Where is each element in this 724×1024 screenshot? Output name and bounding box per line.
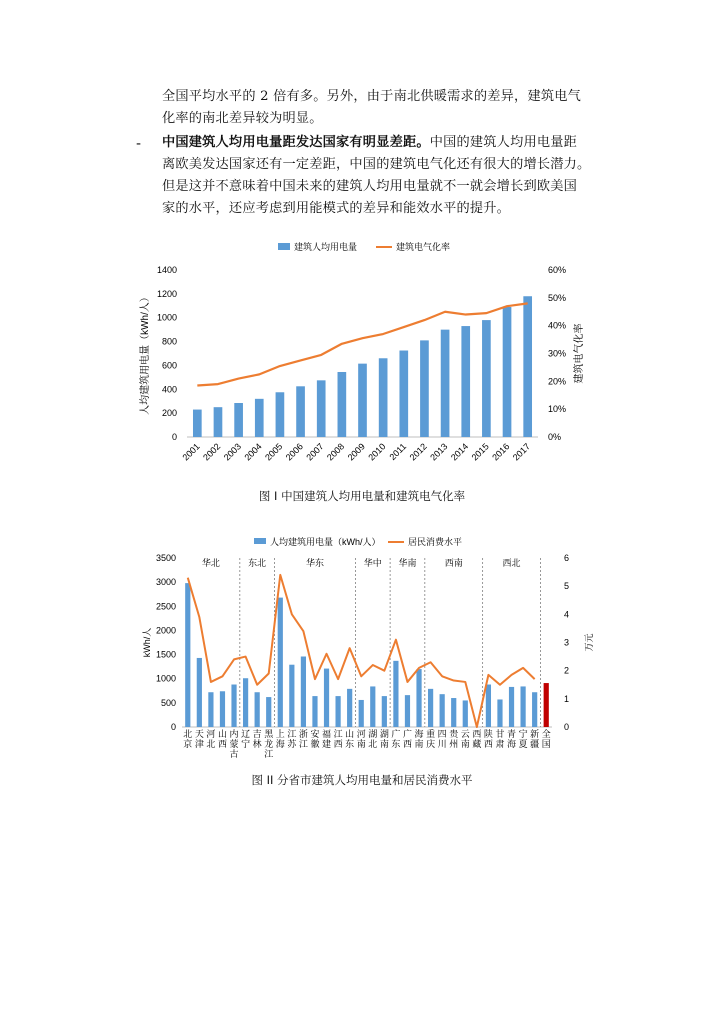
figure1-caption: 图 I 中国建筑人均用电量和建筑电气化率 [258,489,466,503]
x-tick-label: 海南 [414,729,424,749]
bar-2011 [399,351,408,437]
y2-tick-label: 2 [564,665,570,676]
figure2-caption: 图 II 分省市建筑人均用电量和居民消费水平 [251,773,473,787]
x-tick-label: 2010 [366,441,388,463]
y-tick-label: 1000 [156,312,177,323]
y2-tick-label: 50% [548,292,567,303]
bar-2013 [441,330,450,437]
legend-bar-swatch [254,538,266,544]
x-tick-label: 四川 [437,729,447,749]
region-label: 西北 [502,558,521,568]
x-tick-label: 山西 [217,729,227,749]
x-tick-label: 2008 [325,441,347,463]
x-tick-label: 新疆 [530,729,540,749]
bar-2014 [461,326,470,437]
y2-axis-title: 万元 [584,633,594,652]
bar-广东 [393,661,398,727]
x-tick-label: 辽宁 [241,729,251,749]
y2-tick-label: 5 [564,581,570,592]
y-tick-label: 800 [161,336,177,347]
bar-2005 [276,392,285,437]
y2-tick-label: 4 [564,609,570,620]
legend-line-label: 建筑电气化率 [396,242,451,252]
chart2-plot [141,536,594,759]
y-tick-label: 3000 [155,577,176,588]
y-axis-title: kWh/人 [142,627,152,658]
bar-2001 [193,410,202,437]
x-tick-label: 2009 [345,441,367,463]
x-tick-label: 2006 [283,441,305,463]
region-label: 西南 [444,558,463,568]
y2-tick-label: 30% [548,348,567,359]
bar-天津 [197,658,202,727]
bullet-line3: 但是这并不意味着中国未来的建筑人均用电量就不一就会增长到欧美国 [162,179,578,194]
x-tick-label: 西藏 [472,729,482,749]
bar-河南 [359,700,364,727]
x-tick-label: 青海 [507,729,517,749]
bullet-paragraph [162,132,622,220]
x-tick-label: 2012 [407,441,429,463]
para1-line1: 全国平均水平的 2 倍有多。另外，由于南北供暖需求的差异，建筑电气 [162,89,581,104]
bar-青海 [509,687,514,727]
y2-tick-label: 0% [548,432,562,442]
x-tick-label: 云南 [460,729,470,749]
bar-上海 [278,598,283,727]
region-label: 华南 [398,558,417,568]
x-tick-label: 山东 [345,729,355,749]
x-tick-label: 2013 [428,441,450,463]
bar-黑龙江 [266,697,271,727]
y2-tick-label: 3 [564,637,570,648]
x-tick-label: 陕西 [483,729,493,749]
x-tick-label: 浙江 [298,729,308,749]
x-tick-label: 宁夏 [518,729,528,749]
x-tick-label: 2005 [263,441,285,463]
y2-tick-label: 20% [548,376,567,387]
y2-tick-label: 1 [564,693,570,704]
y-axis-title: 人均建筑用电量（kWh/人） [140,292,151,415]
bar-2009 [358,364,367,437]
y2-tick-label: 40% [548,320,567,331]
bar-2017 [523,296,532,437]
bar-2016 [503,307,512,437]
x-tick-label: 河北 [206,729,216,749]
bar-新疆 [532,692,537,727]
chart-electricity-per-capita [120,232,590,482]
y2-tick-label: 60% [548,265,567,275]
bar-湖北 [370,686,375,727]
x-tick-label: 2011 [387,441,409,463]
region-label: 华北 [201,558,220,568]
x-tick-label: 吉林 [252,729,262,749]
chart-provincial-electricity [130,532,600,772]
bar-甘肃 [497,699,502,727]
bar-2008 [338,372,347,437]
x-tick-label: 2007 [304,441,326,463]
bar-辽宁 [243,678,248,727]
y-tick-label: 1200 [156,288,177,299]
bar-湖南 [382,696,387,727]
x-tick-label: 2014 [448,441,471,463]
bar-全国 [544,683,549,727]
legend-line-label: 居民消费水平 [408,537,463,547]
bullet-marker: - [136,136,142,152]
bullet-line1-rest: 中国的建筑人均用电量距 [429,135,578,150]
bar-江西 [335,696,340,727]
legend-bar-label: 人均建筑用电量（kWh/人） [270,537,381,547]
x-tick-label: 2004 [242,441,264,463]
bar-内蒙古 [231,685,236,727]
bar-2007 [317,380,326,437]
bar-海南 [416,669,421,727]
bar-云南 [463,700,468,727]
x-tick-label: 天津 [194,729,204,749]
y2-tick-label: 6 [564,553,570,563]
x-tick-label: 北京 [183,729,193,749]
bar-2002 [214,407,223,437]
bar-宁夏 [520,686,525,727]
bar-2006 [296,386,305,437]
y-tick-label: 1000 [155,673,176,684]
x-tick-label: 重庆 [426,729,436,749]
region-label: 华东 [305,558,324,568]
bar-山东 [347,689,352,727]
legend-bar-swatch [278,243,290,250]
paragraph-1 [162,86,622,130]
bar-贵州 [451,698,456,727]
y2-tick-label: 10% [548,404,567,415]
bar-山西 [220,691,225,727]
x-tick-label: 江苏 [287,729,297,749]
bar-广西 [405,695,410,727]
para1-line2: 化率的南北差异较为明显。 [162,111,323,126]
y2-axis-title: 建筑电气化率 [574,323,585,384]
bullet-bold-lead: 中国建筑人均用电量距发达国家有明显差距。 [162,135,430,150]
y-tick-label: 600 [161,360,177,371]
y-tick-label: 500 [160,697,176,708]
bar-陕西 [486,685,491,727]
x-tick-label: 2003 [221,441,244,463]
x-tick-label: 2002 [201,441,223,463]
bar-2003 [234,403,243,437]
y2-tick-label: 0 [564,722,570,732]
x-tick-label: 安徽 [310,729,320,749]
x-tick-label: 福建 [322,729,332,749]
x-tick-label: 河南 [356,729,366,749]
bar-2015 [482,320,491,437]
bar-2004 [255,399,264,437]
bar-四川 [440,694,445,727]
y-tick-label: 200 [161,408,177,419]
bullet-line2: 离欧美发达国家还有一定差距，中国的建筑电气化还有很大的增长潜力。 [162,157,591,172]
y-tick-label: 3500 [155,553,176,563]
chart1-plot [138,241,585,463]
bar-浙江 [301,657,306,727]
bar-江苏 [289,665,294,727]
x-tick-label: 贵州 [449,729,459,749]
y-tick-label: 1500 [155,649,176,660]
bar-2010 [379,358,388,437]
y-tick-label: 0 [170,722,176,732]
region-label: 华中 [363,558,382,568]
region-label: 东北 [248,558,267,568]
x-tick-label: 上海 [275,729,285,749]
x-tick-label: 2015 [469,441,491,463]
x-tick-label: 内蒙古 [229,729,239,759]
x-tick-label: 2016 [490,441,512,463]
x-tick-label: 湖北 [368,729,378,749]
x-tick-label: 黑龙江 [264,729,274,759]
x-tick-label: 2017 [510,441,533,463]
y-tick-label: 0 [171,432,177,442]
x-tick-label: 湖南 [379,729,389,749]
bar-2012 [420,340,429,437]
x-tick-label: 全国 [541,729,551,749]
x-tick-label: 广西 [402,729,412,749]
y-tick-label: 2500 [155,601,176,612]
bar-重庆 [428,689,433,727]
bar-吉林 [255,692,260,727]
bar-北京 [185,583,190,727]
bar-河北 [208,692,213,727]
bullet-line4: 家的水平，还应考虑到用能模式的差异和能效水平的提升。 [162,201,511,216]
bar-安徽 [312,696,317,727]
x-tick-label: 江西 [333,729,343,749]
y-tick-label: 1400 [156,265,177,275]
x-tick-label: 2001 [180,441,202,463]
x-tick-label: 甘肃 [495,729,505,749]
x-tick-label: 广东 [391,729,401,749]
y-tick-label: 2000 [155,625,176,636]
y-tick-label: 400 [161,384,177,395]
bar-福建 [324,669,329,727]
legend-bar-label: 建筑人均用电量 [294,242,358,252]
